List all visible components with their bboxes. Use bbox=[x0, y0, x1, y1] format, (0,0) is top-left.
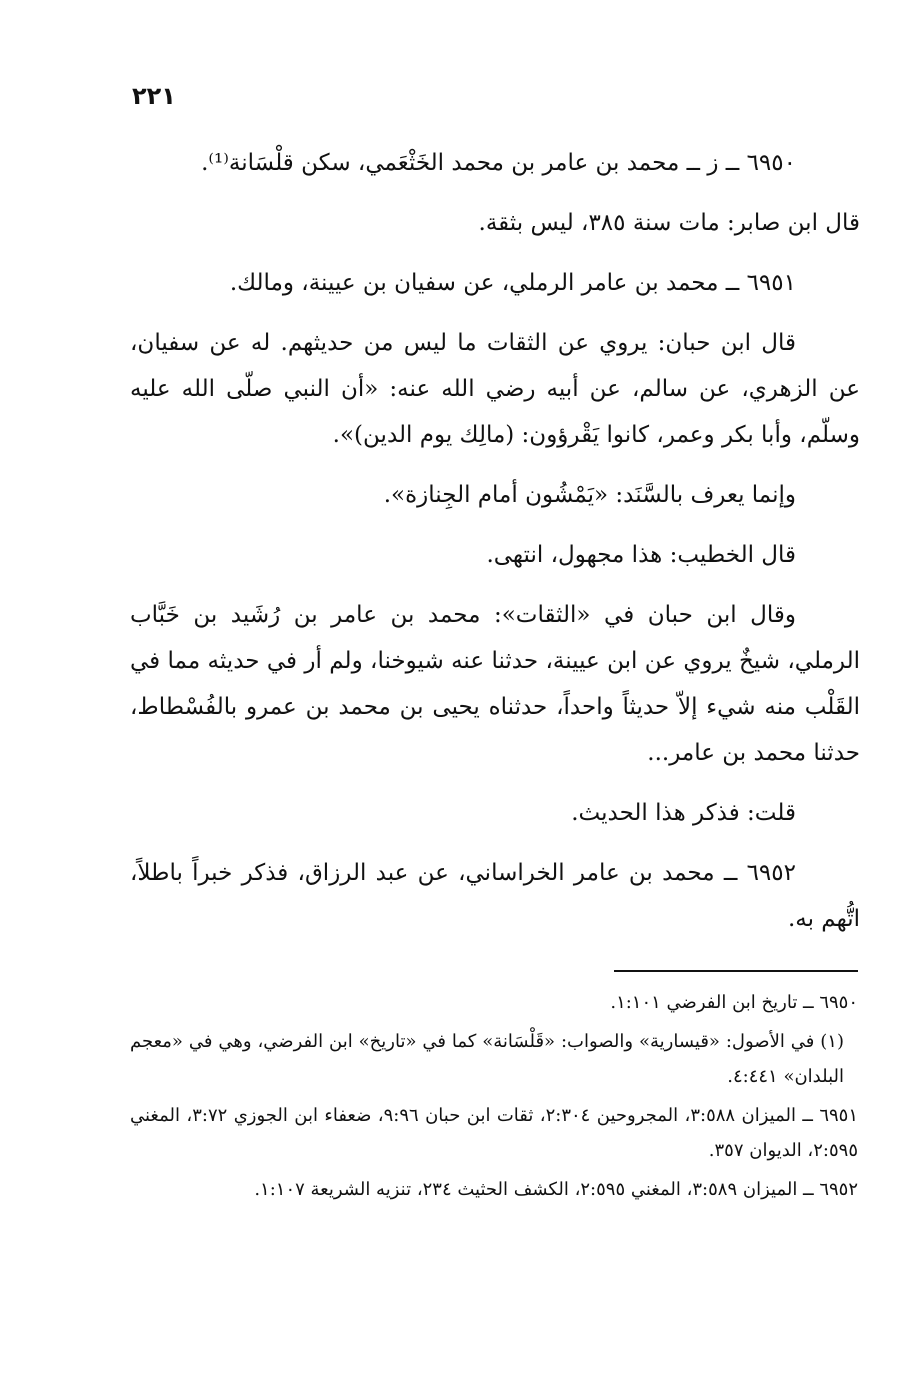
footnote-6950: ٦٩٥٠ ــ تاريخ ابن الفرضي ١:١٠١. bbox=[610, 992, 858, 1013]
footnote-6951: ٦٩٥١ ــ الميزان ٣:٥٨٨، المجروحين ٢:٣٠٤، ثقات ابن حبان ٩:٩٦، ضعفاء ابن الجوزي ٣:٧٢، المغني ٢:٥٩٥، الديوان ٣٥٧. bbox=[130, 1105, 858, 1161]
entry-6952: ٦٩٥٢ ــ محمد بن عامر الخراساني، عن عبد الرزاق، فذكر خبراً باطلاً، اتُّهم به. bbox=[130, 860, 860, 932]
paragraph-ibn-hibban: قال ابن حبان: يروي عن الثقات ما ليس من حديثهم. له عن سفيان، عن الزهري، عن سالم، عن أبيه رضي الله عنه: «أن النبي صلّى الله عليه وسلّم، وأبا بكر وعمر، كانوا يَقْرؤون: (مالِك يوم الدين)». bbox=[130, 330, 860, 448]
paragraph-qultu: قلت: فذكر هذا الحديث. bbox=[571, 800, 796, 826]
footnote-6952: ٦٩٥٢ ــ الميزان ٣:٥٨٩، المغني ٢:٥٩٥، الكشف الحثيث ٢٣٤، تنزيه الشريعة ١:١٠٧. bbox=[254, 1179, 858, 1200]
entry-6951: ٦٩٥١ ــ محمد بن عامر الرملي، عن سفيان بن عيينة، ومالك. bbox=[229, 270, 796, 296]
footnote-1: (١) في الأصول: «قيسارية» والصواب: «قَلْسَانة» كما في «تاريخ» ابن الفرضي، وهي في «معجم البلدان» ٤:٤٤١. bbox=[130, 1031, 844, 1087]
main-text bbox=[130, 140, 860, 956]
footnotes bbox=[130, 985, 858, 1211]
page-number: ٢٢١ bbox=[132, 82, 176, 110]
paragraph-thiqat: وقال ابن حبان في «الثقات»: محمد بن عامر بن رُشَيد بن خَبَّاب الرملي، شيخٌ يروي عن ابن عيينة، حدثنا عنه شيوخنا، ولم أر في حديثه مما في القَلْب منه شيء إلاّ حديثاً واحداً، حدثناه يحيى بن محمد بن عمرو بالفُسْطاط، حدثنا محمد بن عامر... bbox=[130, 602, 860, 766]
entry-6950-line2: قال ابن صابر: مات سنة ٣٨٥، ليس بثقة. bbox=[478, 210, 860, 236]
paragraph-sanad: وإنما يعرف بالسَّنَد: «يَمْشُون أمام الجِنازة». bbox=[383, 482, 796, 508]
paragraph-khatib: قال الخطيب: هذا مجهول، انتهى. bbox=[486, 542, 796, 568]
footnote-divider bbox=[614, 970, 858, 972]
entry-6950-line1: ٦٩٥٠ ــ ز ــ محمد بن عامر بن محمد الخَثْعَمي، سكن قلْسَانة⁽¹⁾. bbox=[201, 150, 796, 176]
